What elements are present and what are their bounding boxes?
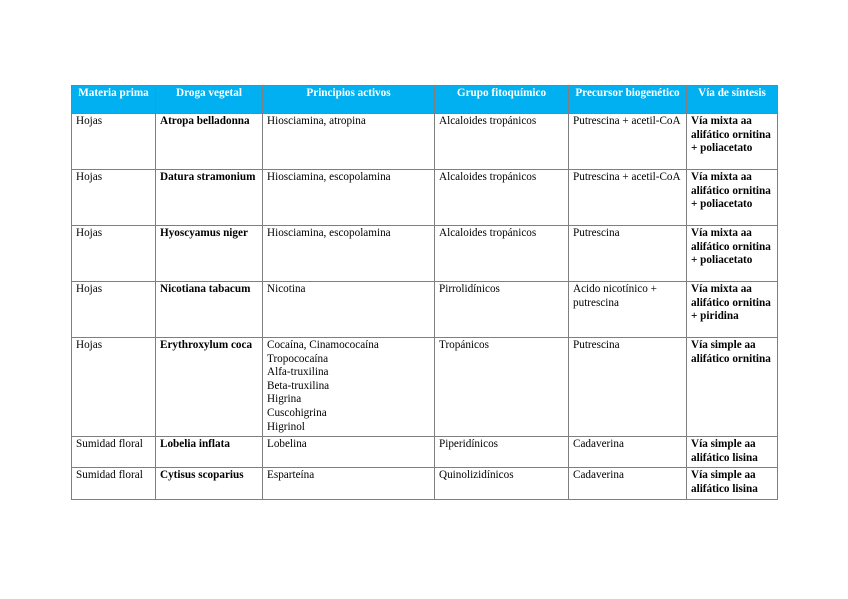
cell-droga-vegetal: Cytisus scoparius	[156, 468, 263, 499]
header-row	[72, 86, 778, 114]
table-row	[72, 437, 778, 468]
cell-materia-prima: Hojas	[72, 170, 156, 226]
cell-droga-vegetal: Datura stramonium	[156, 170, 263, 226]
cell-materia-prima: Hojas	[72, 226, 156, 282]
cell-precursor-biogenetico: Putrescina + acetil-CoA	[569, 170, 687, 226]
cell-principios-activos: Hiosciamina, atropina	[263, 114, 435, 170]
cell-grupo-fitoquimico: Tropánicos	[435, 338, 569, 437]
table-row	[72, 338, 778, 437]
cell-materia-prima: Sumidad floral	[72, 437, 156, 468]
cell-precursor-biogenetico: Putrescina	[569, 338, 687, 437]
header-via-de-sintesis: Vía de síntesis	[687, 86, 778, 114]
table-row	[72, 170, 778, 226]
cell-droga-vegetal: Lobelia inflata	[156, 437, 263, 468]
header-precursor-biogenetico: Precursor biogenético	[569, 86, 687, 114]
cell-grupo-fitoquimico: Alcaloides tropánicos	[435, 114, 569, 170]
table-row	[72, 468, 778, 499]
cell-materia-prima: Hojas	[72, 114, 156, 170]
cell-principios-activos: Lobelina	[263, 437, 435, 468]
cell-principios-activos: Cocaína, Cinamococaína Tropococaína Alfa-truxilina Beta-truxilina Higrina Cuscohigrina Higrinol	[263, 338, 435, 437]
header-principios-activos: Principios activos	[263, 86, 435, 114]
cell-precursor-biogenetico: Putrescina + acetil-CoA	[569, 114, 687, 170]
cell-grupo-fitoquimico: Pirrolidínicos	[435, 282, 569, 338]
cell-materia-prima: Hojas	[72, 338, 156, 437]
table-row	[72, 114, 778, 170]
cell-precursor-biogenetico: Cadaverina	[569, 468, 687, 499]
header-droga-vegetal: Droga vegetal	[156, 86, 263, 114]
cell-via-de-sintesis: Vía mixta aa alifático ornitina + poliacetato	[687, 114, 778, 170]
cell-principios-activos: Esparteína	[263, 468, 435, 499]
cell-droga-vegetal: Erythroxylum coca	[156, 338, 263, 437]
table-row	[72, 226, 778, 282]
cell-via-de-sintesis: Vía mixta aa alifático ornitina + poliacetato	[687, 170, 778, 226]
cell-grupo-fitoquimico: Piperidínicos	[435, 437, 569, 468]
cell-via-de-sintesis: Vía mixta aa alifático ornitina + poliacetato	[687, 226, 778, 282]
cell-droga-vegetal: Hyoscyamus niger	[156, 226, 263, 282]
cell-via-de-sintesis: Vía simple aa alifático lisina	[687, 468, 778, 499]
cell-principios-activos: Hiosciamina, escopolamina	[263, 170, 435, 226]
cell-materia-prima: Sumidad floral	[72, 468, 156, 499]
cell-precursor-biogenetico: Acido nicotínico + putrescina	[569, 282, 687, 338]
header-materia-prima: Materia prima	[72, 86, 156, 114]
cell-precursor-biogenetico: Putrescina	[569, 226, 687, 282]
cell-grupo-fitoquimico: Quinolizidínicos	[435, 468, 569, 499]
cell-via-de-sintesis: Vía simple aa alifático ornitina	[687, 338, 778, 437]
cell-principios-activos: Nicotina	[263, 282, 435, 338]
cell-grupo-fitoquimico: Alcaloides tropánicos	[435, 226, 569, 282]
cell-droga-vegetal: Atropa belladonna	[156, 114, 263, 170]
cell-via-de-sintesis: Vía mixta aa alifático ornitina + piridina	[687, 282, 778, 338]
cell-droga-vegetal: Nicotiana tabacum	[156, 282, 263, 338]
cell-grupo-fitoquimico: Alcaloides tropánicos	[435, 170, 569, 226]
alkaloids-table	[71, 85, 778, 500]
header-grupo-fitoquimico: Grupo fitoquímico	[435, 86, 569, 114]
cell-precursor-biogenetico: Cadaverina	[569, 437, 687, 468]
cell-via-de-sintesis: Vía simple aa alifático lisina	[687, 437, 778, 468]
cell-materia-prima: Hojas	[72, 282, 156, 338]
table-row	[72, 282, 778, 338]
cell-principios-activos: Hiosciamina, escopolamina	[263, 226, 435, 282]
